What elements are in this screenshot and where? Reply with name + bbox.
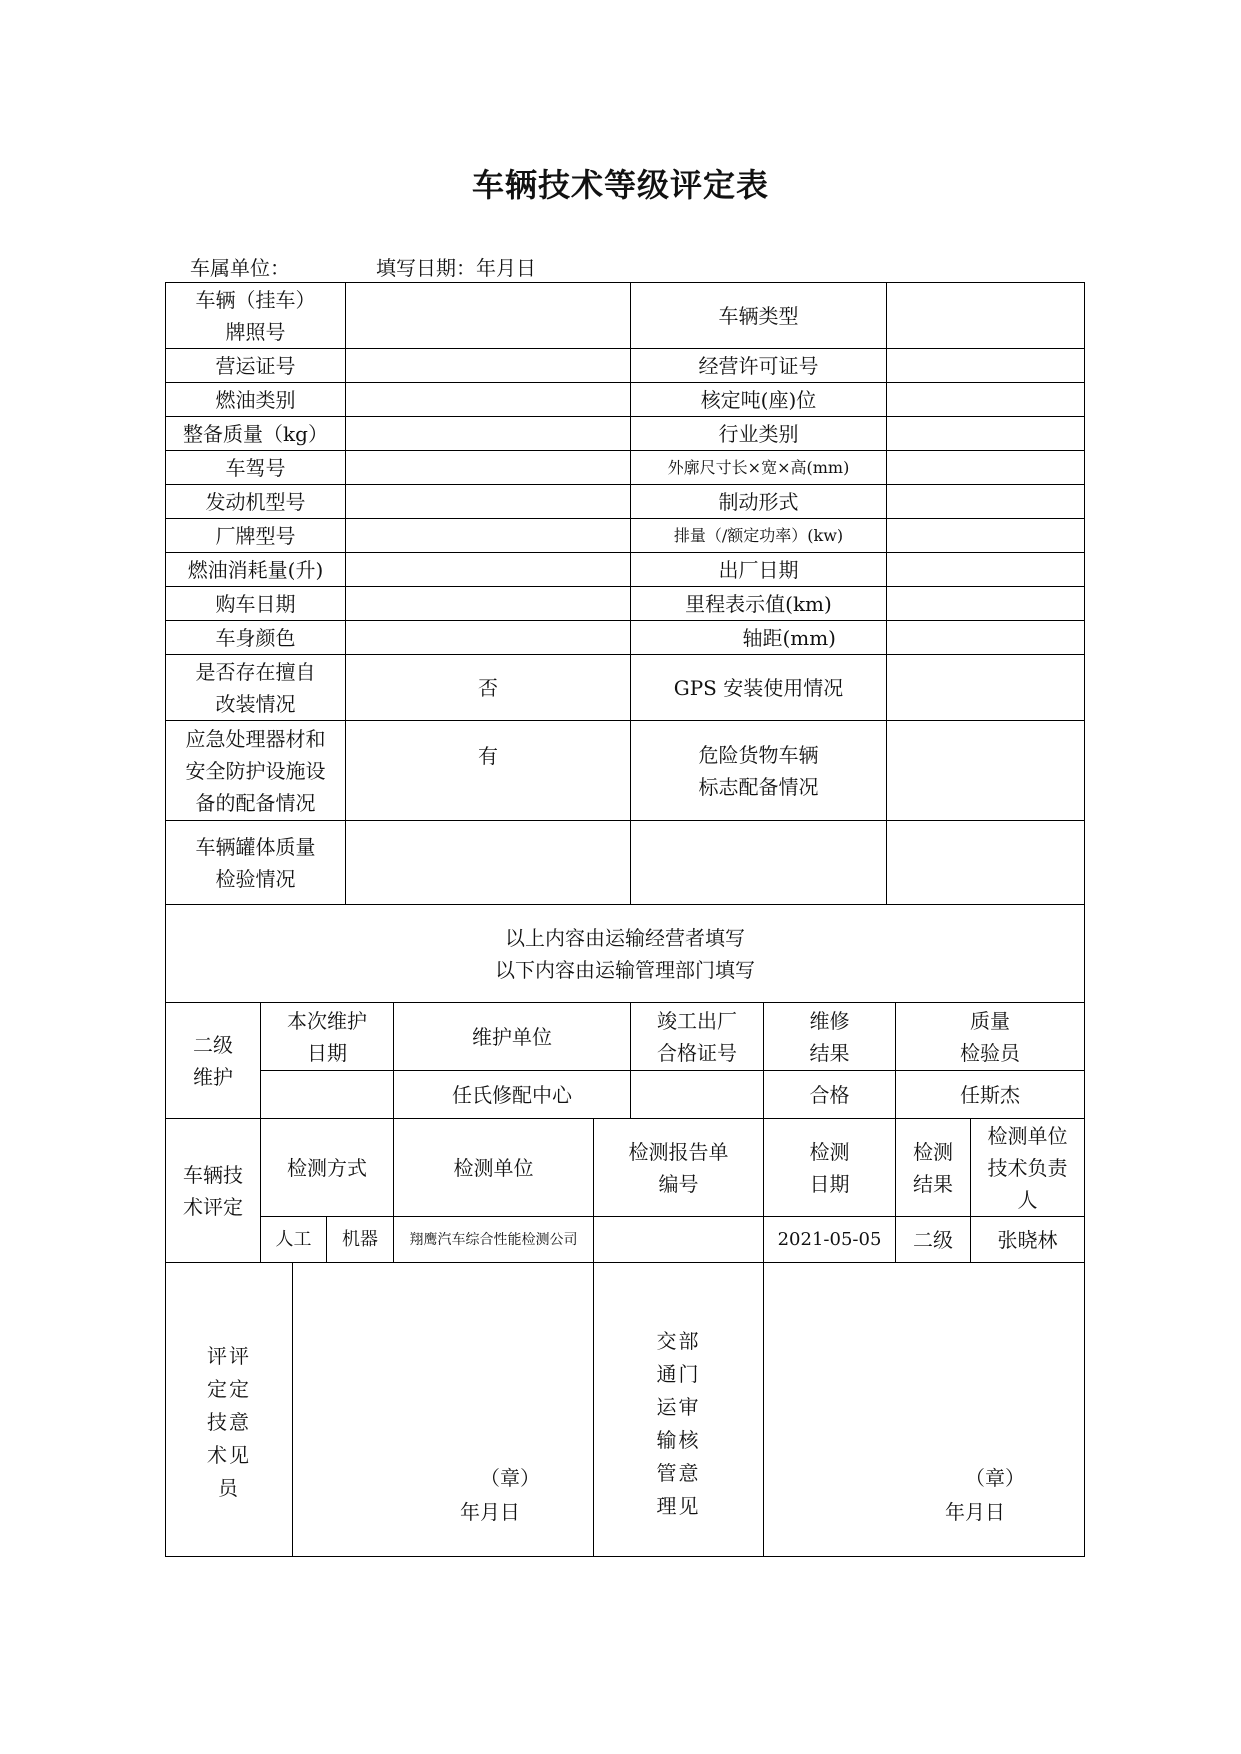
value-repair-result: 合格 <box>809 1082 850 1107</box>
label-engine-model: 发动机型号 <box>205 489 306 514</box>
label-rater-opinion: 评评 定定 技意 术见 员 <box>207 1344 251 1500</box>
header-report-number: 检测报告单 编号 <box>628 1139 729 1196</box>
label-brand-model: 厂牌型号 <box>215 523 296 548</box>
label-plate-number: 车辆（挂车） 牌照号 <box>195 287 316 344</box>
seal-rater: （章） <box>480 1466 540 1490</box>
seal-authority: （章） <box>965 1466 1025 1490</box>
label-rated-tonnage: 核定吨(座)位 <box>700 387 817 412</box>
value-quality-inspector: 任斯杰 <box>960 1082 1020 1107</box>
header-test-date: 检测 日期 <box>809 1139 850 1196</box>
value-method-machine: 机器 <box>342 1228 378 1250</box>
label-emergency-equipment: 应急处理器材和 安全防护设施设 备的配备情况 <box>185 726 326 815</box>
label-brake-type: 制动形式 <box>718 489 799 514</box>
header-tech-lead: 检测单位 技术负责 人 <box>987 1123 1068 1212</box>
label-fuel-consumption: 燃油消耗量(升) <box>187 557 324 582</box>
label-curb-mass: 整备质量（kg） <box>183 421 328 446</box>
label-modification: 是否存在擅自 改装情况 <box>195 659 316 716</box>
header-maintenance-date: 本次维护 日期 <box>287 1008 367 1065</box>
value-report-number <box>594 1217 763 1262</box>
value-emergency-equipment: 有 <box>478 743 498 768</box>
label-gps: GPS 安装使用情况 <box>673 675 844 700</box>
label-displacement: 排量（/额定功率）(kw) <box>673 525 844 545</box>
label-technical-rating: 车辆技 术评定 <box>183 1162 243 1219</box>
label-secondary-maintenance: 二级 维护 <box>193 1032 233 1089</box>
label-hazmat-sign: 危险货物车辆 标志配备情况 <box>698 742 819 799</box>
header-test-result: 检测 结果 <box>913 1139 953 1196</box>
label-operation-cert: 营运证号 <box>215 353 296 378</box>
header-test-method: 检测方式 <box>287 1155 367 1180</box>
date-authority: 年月日 <box>945 1500 1005 1524</box>
header-test-station: 检测单位 <box>453 1155 534 1180</box>
date-rater: 年月日 <box>460 1500 520 1524</box>
label-authority-opinion: 交部 通门 运审 输核 管意 理见 <box>656 1329 701 1518</box>
value-modification: 否 <box>478 675 498 700</box>
label-industry-type: 行业类别 <box>718 421 799 446</box>
label-manufacture-date: 出厂日期 <box>718 557 799 582</box>
fill-instructions: 以上内容由运输经营者填写 以下内容由运输管理部门填写 <box>495 925 755 982</box>
label-business-permit: 经营许可证号 <box>698 353 819 378</box>
label-tank-inspection: 车辆罐体质量 检验情况 <box>195 834 316 891</box>
label-wheelbase: 轴距(mm) <box>742 625 836 650</box>
label-body-color: 车身颜色 <box>215 625 296 650</box>
label-dimensions: 外廓尺寸长×宽×高(mm) <box>667 457 850 477</box>
value-tech-lead: 张晓林 <box>997 1227 1058 1252</box>
header-repair-result: 维修 结果 <box>809 1008 850 1065</box>
value-test-result: 二级 <box>913 1227 953 1252</box>
value-maintenance-date <box>261 1071 393 1118</box>
value-maintenance-unit: 任氏修配中心 <box>452 1082 572 1107</box>
label-fuel-type: 燃油类别 <box>215 387 296 412</box>
value-test-station: 翔鹰汽车综合性能检测公司 <box>409 1231 578 1248</box>
owner-label: 车属单位： <box>190 256 290 280</box>
value-test-date: 2021-05-05 <box>777 1228 882 1250</box>
label-purchase-date: 购车日期 <box>215 591 296 616</box>
header-maintenance-unit: 维护单位 <box>472 1024 552 1049</box>
label-vin: 车驾号 <box>225 455 286 480</box>
form-title: 车辆技术等级评定表 <box>471 166 769 204</box>
fill-date-label: 填写日期：年月日 <box>376 256 536 280</box>
header-completion-cert: 竣工出厂 合格证号 <box>657 1008 737 1065</box>
label-vehicle-type: 车辆类型 <box>718 303 799 328</box>
header-quality-inspector: 质量 检验员 <box>960 1008 1020 1065</box>
value-method-manual: 人工 <box>275 1228 312 1250</box>
label-odometer: 里程表示值(km) <box>685 591 832 616</box>
value-completion-cert <box>631 1071 763 1118</box>
